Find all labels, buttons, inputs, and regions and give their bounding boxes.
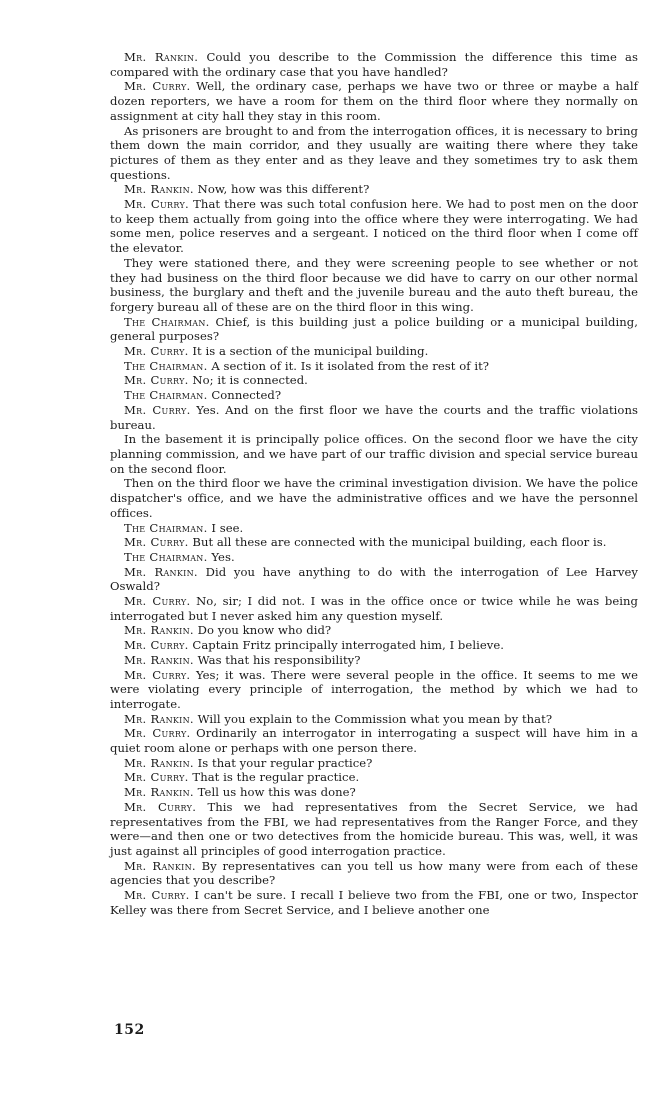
testimony-paragraph — [110, 476, 638, 520]
paragraph-text: No, sir; I did not. I was in the office once or twice while he was being interrogated but I never asked him any question myself. — [110, 594, 638, 623]
testimony-paragraph — [110, 50, 638, 79]
paragraph-text: Do you know who did? — [197, 623, 332, 638]
paragraph-text: By representatives can you tell us how many were from each of these agencies that you describe? — [110, 858, 638, 888]
paragraph-text: Connected? — [211, 388, 282, 403]
paragraph-text: Is that your regular practice? — [197, 755, 373, 770]
testimony-paragraph — [110, 403, 638, 432]
testimony-paragraph — [110, 197, 638, 256]
speaker-name: Mr. Curry. — [124, 594, 191, 609]
speaker-name: Mr. Curry. — [124, 888, 190, 903]
testimony-paragraph — [110, 535, 638, 550]
paragraph-text: Chief, is this building just a police building or a municipal building, general purposes? — [110, 314, 638, 344]
testimony-paragraph — [110, 594, 638, 623]
speaker-name: The Chairman. — [124, 388, 208, 403]
testimony-paragraph — [110, 623, 638, 638]
speaker-name: Mr. Curry. — [124, 667, 191, 682]
speaker-name: Mr. Curry. — [124, 535, 189, 550]
speaker-name: Mr. Rankin. — [124, 652, 194, 667]
speaker-name: Mr. Curry. — [124, 638, 189, 653]
paragraph-text: Will you explain to the Commission what you mean by that? — [197, 711, 553, 726]
paragraph-text: I see. — [211, 520, 244, 535]
paragraph-text: They were stationed there, and they were screening people to see whether or not they had business on the third floor because we did have to carry on our other normal business, the burglary and theft and the juvenile bureau and the auto theft bureau, the forgery bureau all of these are on the third floor in this wing. — [110, 255, 638, 314]
speaker-name: Mr. Curry. — [124, 79, 191, 94]
testimony-paragraph — [110, 373, 638, 388]
paragraph-text: A section of it. Is it isolated from the rest of it? — [211, 358, 490, 373]
page-number: 152 — [114, 1022, 145, 1038]
testimony-paragraph — [110, 124, 638, 183]
testimony-paragraph — [110, 668, 638, 712]
paragraph-text: But all these are connected with the municipal building, each floor is. — [192, 535, 607, 550]
testimony-paragraph — [110, 256, 638, 315]
testimony-paragraph — [110, 79, 638, 123]
speaker-name: The Chairman. — [124, 549, 208, 564]
speaker-name: Mr. Curry. — [124, 726, 191, 741]
paragraph-text: Now, how was this different? — [197, 182, 370, 197]
paragraph-text: That there was such total confusion here. We had to post men on the door to keep them actually from going into the office where they were interrogating. We had some men, police reserves and a sergeant. I noticed on the third floor when I come off the elevator. — [110, 197, 638, 256]
paragraph-text: Did you have anything to do with the interrogation of Lee Harvey Oswald? — [110, 564, 638, 594]
speaker-name: The Chairman. — [124, 358, 208, 373]
testimony-paragraph — [110, 638, 638, 653]
testimony-paragraph — [110, 432, 638, 476]
speaker-name: Mr. Curry. — [124, 402, 191, 417]
testimony-paragraph — [110, 726, 638, 755]
testimony-paragraph — [110, 756, 638, 771]
speaker-name: Mr. Rankin. — [124, 711, 194, 726]
speaker-name: Mr. Curry. — [124, 197, 190, 212]
speaker-name: Mr. Rankin. — [124, 785, 194, 800]
speaker-name: Mr. Rankin. — [124, 623, 194, 638]
testimony-paragraph — [110, 785, 638, 800]
speaker-name: Mr. Curry. — [124, 799, 197, 814]
speaker-name: Mr. Rankin. — [124, 755, 194, 770]
testimony-paragraph — [110, 315, 638, 344]
paragraph-text: That is the regular practice. — [192, 770, 360, 785]
paragraph-text: Ordinarily an interrogator in interrogating a suspect will have him in a quiet room alone or perhaps with one person there. — [110, 726, 638, 756]
testimony-paragraph — [110, 388, 638, 403]
testimony-paragraph — [110, 800, 638, 859]
paragraph-text: In the basement it is principally police offices. On the second floor we have the city planning commission, and we have part of our traffic division and special service bureau on the second floor. — [110, 432, 638, 476]
speaker-name: Mr. Rankin. — [124, 858, 196, 873]
testimony-paragraph — [110, 344, 638, 359]
paragraph-text: Yes. And on the first floor we have the courts and the traffic violations bureau. — [110, 402, 638, 432]
speaker-name: The Chairman. — [124, 314, 210, 329]
paragraph-text: Captain Fritz principally interrogated him, I believe. — [192, 638, 504, 653]
paragraph-text: This we had representatives from the Secret Service, we had representatives from the FBI, we had representatives from the Ranger Force, and they were—and then one or two detectives from the homicide bureau. This was, well, it was just against all principles of good interrogation practice. — [110, 799, 638, 858]
testimony-paragraph — [110, 521, 638, 536]
paragraph-text: No; it is connected. — [192, 373, 308, 388]
testimony-paragraph — [110, 859, 638, 888]
paragraph-text: Then on the third floor we have the criminal investigation division. We have the police dispatcher's office, and we have the administrative offices and we have the personnel offices. — [110, 476, 638, 520]
paragraph-text: Well, the ordinary case, perhaps we have two or three or maybe a half dozen reporters, we have a room for them on the third floor where they normally on assignment at city hall they stay in this room. — [110, 79, 638, 123]
paragraph-text: Yes. — [211, 549, 235, 564]
testimony-paragraph — [110, 712, 638, 727]
speaker-name: Mr. Rankin. — [124, 182, 194, 197]
speaker-name: The Chairman. — [124, 520, 208, 535]
testimony-paragraph — [110, 653, 638, 668]
paragraph-text: I can't be sure. I recall I believe two from the FBI, one or two, Inspector Kelley was there from Secret Service, and I believe another one — [110, 888, 638, 917]
paragraph-text: Tell us how this was done? — [197, 785, 356, 800]
speaker-name: Mr. Curry. — [124, 344, 189, 359]
paragraph-text: It is a section of the municipal building. — [192, 344, 429, 359]
testimony-paragraph — [110, 888, 638, 917]
paragraph-text: Could you describe to the Commission the difference this time as compared with the ordinary case that you have handled? — [110, 50, 638, 79]
speaker-name: Mr. Rankin. — [124, 50, 199, 64]
speaker-name: Mr. Curry. — [124, 373, 189, 388]
testimony-paragraph — [110, 359, 638, 374]
testimony-paragraph — [110, 550, 638, 565]
testimony-paragraph — [110, 770, 638, 785]
speaker-name: Mr. Rankin. — [124, 564, 198, 579]
testimony-text — [110, 50, 638, 917]
paragraph-text: Was that his responsibility? — [197, 652, 361, 667]
testimony-paragraph — [110, 182, 638, 197]
paragraph-text: Yes; it was. There were several people in the office. It seems to me we were violating every principle of interrogation, the method by which we had to interrogate. — [110, 667, 638, 711]
testimony-paragraph — [110, 565, 638, 594]
paragraph-text: As prisoners are brought to and from the interrogation offices, it is necessary to bring them down the main corridor, and they usually are waiting there where they take pictures of them as they enter and as they leave and they sometimes try to ask them questions. — [110, 123, 638, 182]
speaker-name: Mr. Curry. — [124, 770, 189, 785]
